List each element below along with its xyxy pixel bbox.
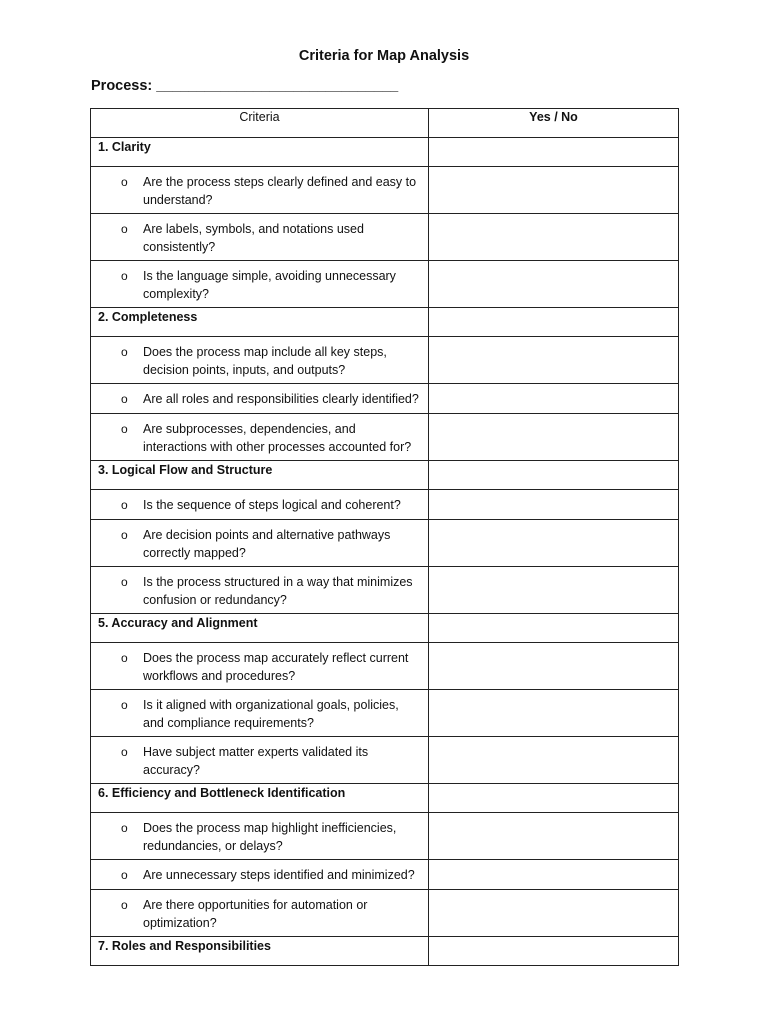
section-heading: 7. Roles and Responsibilities [98, 939, 271, 953]
bullet-icon: o [121, 898, 128, 912]
yes-no-cell[interactable] [429, 167, 679, 214]
criteria-item-text: Is the language simple, avoiding unnecessary complexity? [143, 269, 396, 301]
criteria-item [91, 490, 428, 514]
criteria-item-text: Are labels, symbols, and notations used consistently? [143, 222, 364, 254]
criteria-item-cell [91, 414, 429, 461]
criteria-item-text: Does the process map highlight inefficiencies, redundancies, or delays? [143, 821, 397, 853]
section-row [91, 614, 679, 643]
criteria-item-cell [91, 167, 429, 214]
criteria-item-row [91, 414, 679, 461]
bullet-icon: o [121, 868, 128, 882]
bullet-icon: o [121, 821, 128, 835]
criteria-item [91, 384, 428, 408]
bullet-icon: o [121, 269, 128, 283]
yes-no-cell[interactable] [429, 490, 679, 520]
criteria-item-text: Are decision points and alternative pathways correctly mapped? [143, 528, 391, 560]
yes-no-cell[interactable] [429, 384, 679, 414]
criteria-item-row [91, 167, 679, 214]
document-title: Criteria for Map Analysis [298, 48, 470, 64]
criteria-item-row [91, 520, 679, 567]
section-heading: 3. Logical Flow and Structure [98, 463, 273, 477]
criteria-item-cell [91, 337, 429, 384]
yes-no-cell[interactable] [429, 737, 679, 784]
criteria-item-cell [91, 261, 429, 308]
criteria-item-cell [91, 520, 429, 567]
criteria-item-row [91, 813, 679, 860]
criteria-item-text: Does the process map include all key steps, decision points, inputs, and outputs? [143, 345, 387, 377]
yes-no-cell[interactable] [429, 414, 679, 461]
yes-no-cell[interactable] [429, 643, 679, 690]
section-row [91, 937, 679, 966]
section-cell [91, 784, 429, 813]
criteria-item-row [91, 860, 679, 890]
criteria-item [91, 737, 428, 779]
criteria-item-text: Are all roles and responsibilities clearly identified? [143, 392, 419, 406]
criteria-item [91, 890, 428, 932]
criteria-item-cell [91, 690, 429, 737]
criteria-item-row [91, 337, 679, 384]
criteria-item-row [91, 567, 679, 614]
criteria-item-cell [91, 737, 429, 784]
bullet-icon: o [121, 222, 128, 236]
section-cell [91, 614, 429, 643]
section-row [91, 784, 679, 813]
criteria-item [91, 167, 428, 209]
yes-no-cell[interactable] [429, 784, 679, 813]
criteria-item-text: Is it aligned with organizational goals, policies, and compliance requirements? [143, 698, 399, 730]
criteria-item-cell [91, 384, 429, 414]
criteria-item-text: Are subprocesses, dependencies, and interactions with other processes accounted for? [143, 422, 412, 454]
bullet-icon: o [121, 422, 128, 436]
section-cell [91, 937, 429, 966]
yes-no-cell[interactable] [429, 461, 679, 490]
yes-no-cell[interactable] [429, 261, 679, 308]
yes-no-cell[interactable] [429, 690, 679, 737]
section-heading: 1. Clarity [98, 140, 151, 154]
yes-no-cell[interactable] [429, 214, 679, 261]
yes-no-cell[interactable] [429, 813, 679, 860]
criteria-item [91, 813, 428, 855]
criteria-item [91, 214, 428, 256]
criteria-item-cell [91, 214, 429, 261]
criteria-item [91, 567, 428, 609]
process-field[interactable]: Process: ______________________________ [91, 78, 399, 94]
criteria-table [90, 108, 679, 966]
yes-no-cell[interactable] [429, 937, 679, 966]
bullet-icon: o [121, 745, 128, 759]
section-heading: 6. Efficiency and Bottleneck Identification [98, 786, 346, 800]
criteria-item [91, 860, 428, 884]
section-row [91, 138, 679, 167]
criteria-item [91, 261, 428, 303]
criteria-item-row [91, 261, 679, 308]
criteria-item-cell [91, 567, 429, 614]
bullet-icon: o [121, 345, 128, 359]
criteria-item-text: Are unnecessary steps identified and minimized? [143, 868, 415, 882]
bullet-icon: o [121, 698, 128, 712]
yes-no-cell[interactable] [429, 860, 679, 890]
section-cell [91, 308, 429, 337]
criteria-item [91, 337, 428, 379]
yes-no-cell[interactable] [429, 337, 679, 384]
criteria-column-header: Criteria [91, 109, 429, 138]
yes-no-cell[interactable] [429, 890, 679, 937]
criteria-item-row [91, 384, 679, 414]
criteria-item-cell [91, 813, 429, 860]
criteria-item-text: Are there opportunities for automation or optimization? [143, 898, 368, 930]
section-row [91, 308, 679, 337]
bullet-icon: o [121, 498, 128, 512]
bullet-icon: o [121, 528, 128, 542]
section-heading: 2. Completeness [98, 310, 198, 324]
yes-no-cell[interactable] [429, 138, 679, 167]
criteria-item-row [91, 737, 679, 784]
section-row [91, 461, 679, 490]
criteria-item-text: Is the sequence of steps logical and coherent? [143, 498, 401, 512]
yes-no-cell[interactable] [429, 520, 679, 567]
criteria-item-row [91, 643, 679, 690]
criteria-item-text: Have subject matter experts validated its accuracy? [143, 745, 369, 777]
criteria-item-cell [91, 890, 429, 937]
criteria-item [91, 643, 428, 685]
yes-no-cell[interactable] [429, 614, 679, 643]
bullet-icon: o [121, 575, 128, 589]
criteria-table-body [91, 138, 679, 966]
criteria-item-cell [91, 643, 429, 690]
yes-no-cell[interactable] [429, 308, 679, 337]
section-cell [91, 461, 429, 490]
criteria-item [91, 520, 428, 562]
criteria-item-text: Are the process steps clearly defined and easy to understand? [143, 175, 417, 207]
yes-no-column-header: Yes / No [429, 109, 679, 138]
criteria-item-text: Does the process map accurately reflect current workflows and procedures? [143, 651, 409, 683]
criteria-item [91, 690, 428, 732]
section-heading: 5. Accuracy and Alignment [98, 616, 258, 630]
bullet-icon: o [121, 175, 128, 189]
criteria-item-row [91, 890, 679, 937]
bullet-icon: o [121, 392, 128, 406]
criteria-item-row [91, 490, 679, 520]
yes-no-cell[interactable] [429, 567, 679, 614]
section-cell [91, 138, 429, 167]
criteria-item-cell [91, 860, 429, 890]
table-header-row [91, 109, 679, 138]
bullet-icon: o [121, 651, 128, 665]
criteria-item [91, 414, 428, 456]
criteria-item-cell [91, 490, 429, 520]
criteria-item-row [91, 214, 679, 261]
criteria-item-row [91, 690, 679, 737]
criteria-item-text: Is the process structured in a way that minimizes confusion or redundancy? [143, 575, 413, 607]
